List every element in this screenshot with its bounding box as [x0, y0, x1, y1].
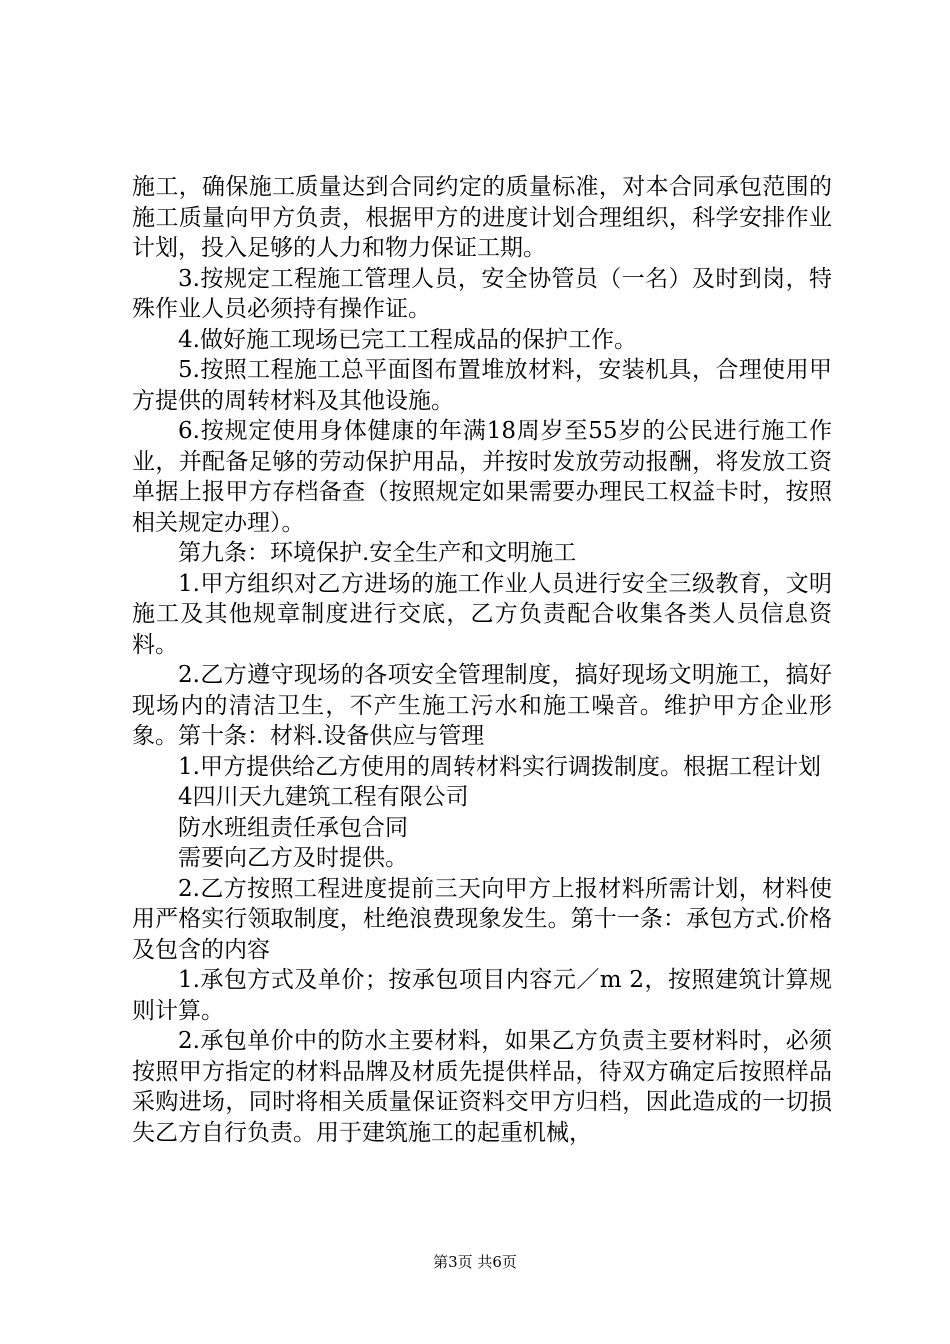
- contract-title-line: 防水班组责任承包合同: [178, 814, 408, 841]
- paragraph-article-10-item-2: 2.乙方按照工程进度提前三天向甲方上报材料所需计划，材料使用严格实行领取制度，杜绝浪费现象发生。第十一条：承包方式.价格及包含的内容: [132, 875, 832, 963]
- page-number-label: 第3页 共6页: [433, 1253, 517, 1271]
- company-name-line: 4四川天九建筑工程有限公司: [178, 784, 469, 810]
- document-body: [132, 172, 832, 1148]
- paragraph-article-9-item-2: 2.乙方遵守现场的各项安全管理制度，搞好现场文明施工，搞好现场内的清洁卫生，不产生施工污水和施工噪音。维护甲方企业形象。第十条：材料.设备供应与管理: [132, 662, 832, 749]
- paragraph-item-4: 4.做好施工现场已完工工程成品的保护工作。: [178, 326, 637, 353]
- paragraph-article-9-item-1: 1.甲方组织对乙方进场的施工作业人员进行安全三级教育，文明施工及其他规章制度进行交底，乙方负责配合收集各类人员信息资料。: [132, 570, 832, 658]
- paragraph-article-10-item-1: 1.甲方提供给乙方使用的周转材料实行调拨制度。根据工程计划: [178, 753, 821, 780]
- paragraph-article-11-item-1: 1.承包方式及单价；按承包项目内容元／m 2，按照建筑计算规则计算。: [132, 967, 832, 1024]
- page-footer: [0, 1251, 950, 1272]
- paragraph-continuation: 施工，确保施工质量达到合同约定的质量标准，对本合同承包范围的施工质量向甲方负责，根据甲方的进度计划合理组织，科学安排作业计划，投入足够的人力和物力保证工期。: [132, 174, 832, 261]
- paragraph-article-11-item-2: 2.承包单价中的防水主要材料，如果乙方负责主要材料时，必须按照甲方指定的材料品牌及材质先提供样品，待双方确定后按照样品采购进场，同时将相关质量保证资料交甲方归档，因此造成的一切损失乙方自行负责。用于建筑施工的起重机械，: [132, 1028, 832, 1146]
- section-heading-article-9: 第九条：环境保护.安全生产和文明施工: [178, 540, 577, 566]
- paragraph-item-3: 3.按规定工程施工管理人员，安全协管员（一名）及时到岗，特殊作业人员必须持有操作证。: [132, 265, 832, 322]
- paragraph-continuation-supply: 需要向乙方及时提供。: [178, 845, 408, 871]
- paragraph-item-5: 5.按照工程施工总平面图布置堆放材料，安装机具，合理使用甲方提供的周转材料及其他设施。: [132, 357, 832, 414]
- paragraph-item-6: 6.按规定使用身体健康的年满18周岁至55岁的公民进行施工作业，并配备足够的劳动保护用品，并按时发放劳动报酬，将发放工资单据上报甲方存档备查（按照规定如果需要办理民工权益卡时，按照相关规定办理）。: [132, 418, 832, 536]
